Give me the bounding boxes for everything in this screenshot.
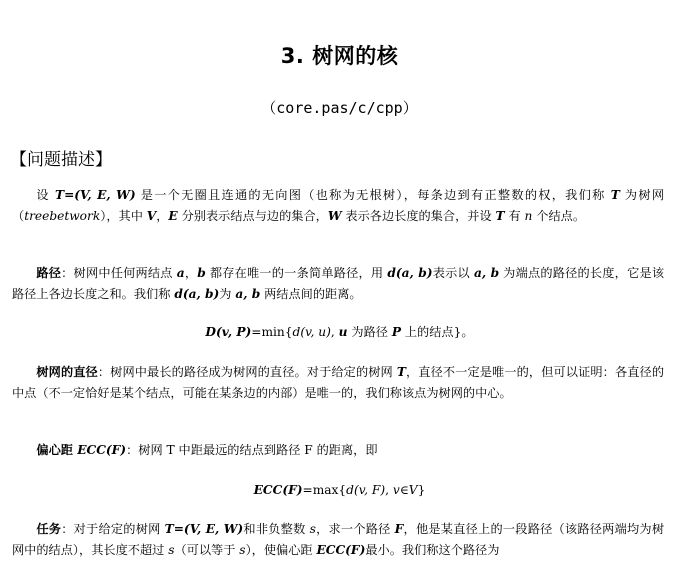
math-w: W xyxy=(327,209,342,223)
math-s: s xyxy=(239,543,246,557)
text: ：树网中最长的路径成为树网的直径。对于给定的树网 xyxy=(97,365,397,379)
math-b: b xyxy=(197,266,206,280)
paragraph-eccentricity xyxy=(12,440,664,461)
math-dvp: D(v, P) xyxy=(205,325,252,339)
math-dvf: d(v, F) xyxy=(346,483,386,497)
text: , xyxy=(385,483,393,497)
text: ），其中 xyxy=(100,209,147,223)
text: ：对于给定的树网 xyxy=(61,522,165,536)
text: 为 xyxy=(219,287,236,301)
term-diameter: 树网的直径 xyxy=(36,365,98,379)
math-t: T xyxy=(495,209,505,223)
formula-eccentricity xyxy=(0,483,679,497)
math-t: T xyxy=(610,188,620,202)
text: =min{ xyxy=(251,325,293,339)
term-path: 路径 xyxy=(36,266,62,280)
term-task: 任务 xyxy=(36,522,62,536)
paragraph-definition xyxy=(12,185,664,227)
paragraph-diameter xyxy=(12,362,664,404)
math-s: s xyxy=(309,522,316,536)
math-p: P xyxy=(391,325,401,339)
math-tree: T=(V, E, W) xyxy=(55,188,136,202)
math-ecc: ECC(F) xyxy=(77,443,127,457)
text: 最小。我们称这个路径为 xyxy=(365,543,500,557)
text: 个结点。 xyxy=(532,209,586,223)
term-eccentricity: 偏心距 xyxy=(36,443,78,457)
text: ，他是某直径上的一段路径（该路径两端均为树网中的结点），其长度不超过 xyxy=(12,522,665,557)
math-v: V xyxy=(146,209,157,223)
text: 有 xyxy=(504,209,525,223)
text: 分别表示结点与边的集合， xyxy=(177,209,328,223)
text: 上的结点}。 xyxy=(401,325,474,339)
text: ：树网中任何两结点 xyxy=(61,266,177,280)
math-tree: T=(V, E, W) xyxy=(164,522,244,536)
math-ecc: ECC(F) xyxy=(253,483,303,497)
math-t: T xyxy=(396,365,406,379)
math-v-in-v: v∈V xyxy=(392,483,418,497)
math-dab: d(a, b) xyxy=(387,266,433,280)
text: ），使偏心距 xyxy=(245,543,317,557)
math-dvu: d(v, u) xyxy=(292,325,331,339)
text: ，求一个路径 xyxy=(315,522,395,536)
math-u: u xyxy=(338,325,348,339)
text: 两结点间的距离。 xyxy=(260,287,362,301)
text: （可以等于 xyxy=(174,543,240,557)
math-ab: a, b xyxy=(235,287,261,301)
math-ab: a, b xyxy=(474,266,500,280)
text: 表示各边长度的集合，并设 xyxy=(341,209,496,223)
math-dab: d(a, b) xyxy=(174,287,220,301)
math-a: a xyxy=(176,266,185,280)
text: =max{ xyxy=(302,483,347,497)
paragraph-task xyxy=(12,519,664,561)
page-title: 3. 树网的核 xyxy=(280,44,399,68)
math-f: F xyxy=(394,522,404,536)
text: 设 xyxy=(36,188,55,202)
math-n: n xyxy=(524,209,533,223)
section-heading: 【问题描述】 xyxy=(10,150,112,170)
text: 和非负整数 xyxy=(243,522,310,536)
text: , xyxy=(330,325,339,339)
text: ：树网 T 中距最远的结点到路径 F 的距离，即 xyxy=(126,443,378,457)
text: ， xyxy=(156,209,169,223)
text: ， xyxy=(184,266,198,280)
text: 都存在唯一的一条简单路径，用 xyxy=(205,266,388,280)
text: } xyxy=(417,483,426,497)
math-e: E xyxy=(168,209,178,223)
text: ，直径不一定是唯一的，但可以证明：各直径的中点（不一定恰好是某个结点，可能在某条边的内部）是唯一的，我们称该点为树网的中心。 xyxy=(12,365,665,400)
text: 为树网（ xyxy=(12,188,665,223)
math-s: s xyxy=(168,543,175,557)
file-names: （core.pas/c/cpp） xyxy=(261,99,418,117)
paragraph-path xyxy=(12,263,664,305)
text: 是一个无圈且连通的无向图（也称为无根树），每条边到有正整数的权，我们称 xyxy=(135,188,611,202)
text: 为端点的路径的长度，它是该路径上各边长度之和。我们称 xyxy=(12,266,665,301)
term-treebetwork: treebetwork xyxy=(24,209,101,223)
math-ecc: ECC(F) xyxy=(316,543,366,557)
formula-distance xyxy=(0,323,679,340)
text: 为路径 xyxy=(347,325,392,339)
text: 表示以 xyxy=(432,266,474,280)
